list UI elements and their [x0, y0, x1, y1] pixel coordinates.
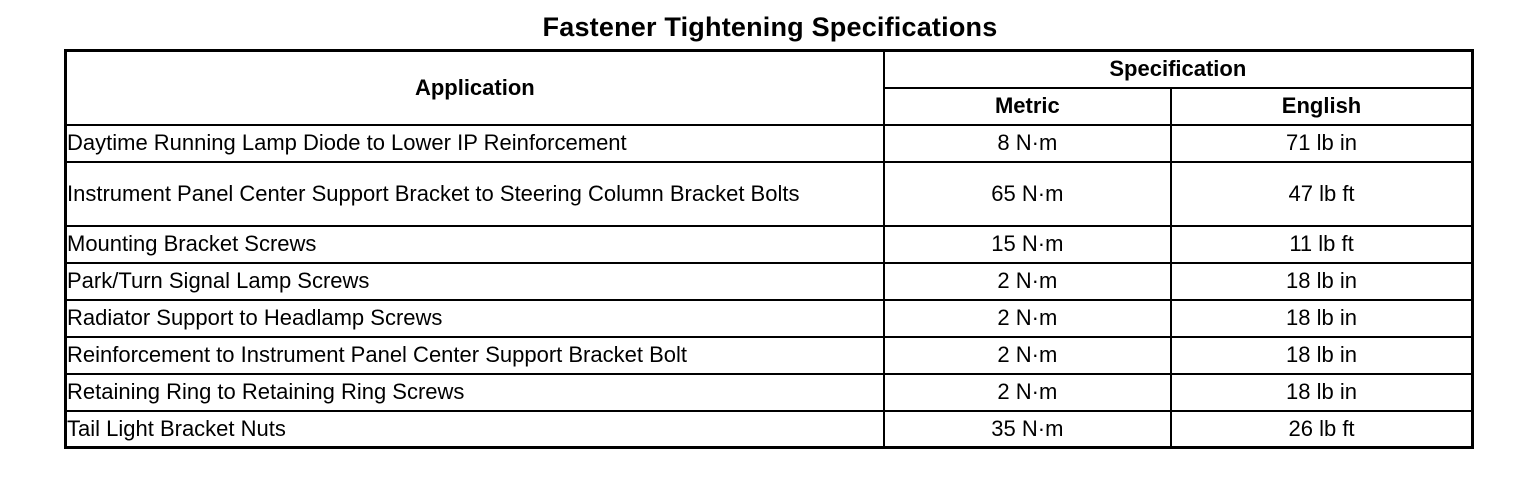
fastener-spec-table	[64, 49, 1474, 449]
table-row	[66, 125, 1473, 162]
application-header: Application	[66, 51, 884, 125]
table-row	[66, 162, 1473, 226]
english-header: English	[1171, 88, 1472, 125]
header-row-top	[66, 51, 1473, 88]
application-cell: Mounting Bracket Screws	[66, 226, 884, 263]
metric-header: Metric	[884, 88, 1171, 125]
metric-cell: 2 N·m	[884, 300, 1171, 337]
table-row	[66, 411, 1473, 448]
english-cell: 47 lb ft	[1171, 162, 1472, 226]
application-cell: Daytime Running Lamp Diode to Lower IP Reinforcement	[66, 125, 884, 162]
application-cell: Park/Turn Signal Lamp Screws	[66, 263, 884, 300]
application-cell: Tail Light Bracket Nuts	[66, 411, 884, 448]
application-cell: Instrument Panel Center Support Bracket to Steering Column Bracket Bolts	[66, 162, 884, 226]
metric-cell: 8 N·m	[884, 125, 1171, 162]
table-row	[66, 226, 1473, 263]
application-cell: Retaining Ring to Retaining Ring Screws	[66, 374, 884, 411]
page-title: Fastener Tightening Specifications	[542, 12, 998, 42]
table-row	[66, 374, 1473, 411]
english-cell: 18 lb in	[1171, 374, 1472, 411]
metric-cell: 2 N·m	[884, 337, 1171, 374]
table-row	[66, 263, 1473, 300]
application-cell: Radiator Support to Headlamp Screws	[66, 300, 884, 337]
table-row	[66, 337, 1473, 374]
metric-cell: 2 N·m	[884, 263, 1171, 300]
metric-cell: 2 N·m	[884, 374, 1171, 411]
table-row	[66, 300, 1473, 337]
english-cell: 18 lb in	[1171, 300, 1472, 337]
specification-header: Specification	[884, 51, 1473, 88]
metric-cell: 35 N·m	[884, 411, 1171, 448]
english-cell: 71 lb in	[1171, 125, 1472, 162]
english-cell: 18 lb in	[1171, 263, 1472, 300]
application-cell: Reinforcement to Instrument Panel Center Support Bracket Bolt	[66, 337, 884, 374]
metric-cell: 15 N·m	[884, 226, 1171, 263]
english-cell: 18 lb in	[1171, 337, 1472, 374]
english-cell: 11 lb ft	[1171, 226, 1472, 263]
english-cell: 26 lb ft	[1171, 411, 1472, 448]
metric-cell: 65 N·m	[884, 162, 1171, 226]
